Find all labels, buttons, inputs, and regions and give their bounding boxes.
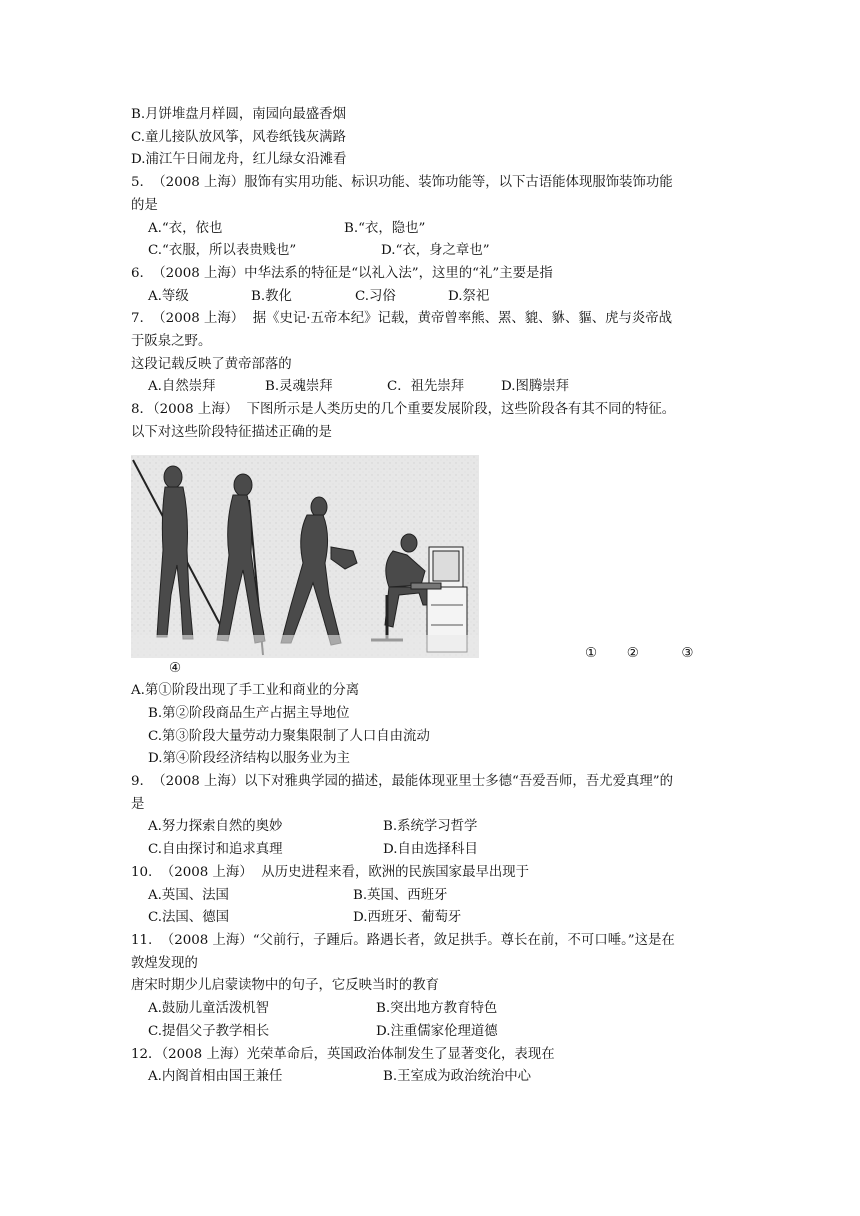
options-row <box>131 218 751 241</box>
document-page <box>131 104 751 1089</box>
option: B.王室成为政治统治中心 <box>383 1069 532 1085</box>
question-stem: 10. （2008 上海） 从历史进程来看，欧洲的民族国家最早出现于 <box>131 864 530 880</box>
options-row <box>131 1066 751 1089</box>
option: D.第④阶段经济结构以服务业为主 <box>148 751 350 767</box>
option: A.自然崇拜 <box>148 379 216 395</box>
options-row <box>131 240 751 263</box>
question-stem: 的是 <box>131 197 158 213</box>
option: A.英国、法国 <box>148 887 229 903</box>
question-stem: 12．（2008 上海）光荣革命后，英国政治体制发生了显著变化，表现在 <box>131 1046 555 1062</box>
options-row <box>131 907 751 930</box>
options-row <box>131 998 751 1021</box>
option: C.第③阶段大量劳动力聚集限制了人口自由流动 <box>148 728 430 744</box>
question-stem: 是 <box>131 796 145 812</box>
option: A.鼓励儿童活泼机智 <box>148 1001 270 1017</box>
option: B.教化 <box>251 288 292 304</box>
option: A.第①阶段出现了手工业和商业的分离 <box>131 683 360 699</box>
option: D.“衣，身之章也” <box>381 243 490 259</box>
option: B.“衣，隐也” <box>344 220 426 236</box>
option: C.法国、德国 <box>148 910 229 926</box>
option: C.习俗 <box>355 288 396 304</box>
option: B.灵魂崇拜 <box>265 379 333 395</box>
question-stem: 6. （2008 上海）中华法系的特征是“以礼入法”，这里的“礼”主要是指 <box>131 265 553 281</box>
question-stem: 8．（2008 上海） 下图所示是人类历史的几个重要发展阶段，这些阶段各有其不同的特征。 <box>131 402 676 418</box>
question-stem: 9. （2008 上海）以下对雅典学园的描述，最能体现亚里士多德“吾爱吾师，吾尤爱真理”的 <box>131 774 673 790</box>
option: A.“衣，依也 <box>148 220 223 236</box>
option-line: B.月饼堆盘月样圆，南园向最盛香烟 <box>131 107 346 122</box>
option: D.祭祀 <box>448 288 490 304</box>
options-row <box>131 885 751 908</box>
question-stem: 5. （2008 上海）服饰有实用功能、标识功能、装饰功能等，以下古语能体现服饰装饰功能 <box>131 175 673 191</box>
option: C．祖先崇拜 <box>387 379 465 395</box>
options-row <box>131 286 751 309</box>
option: A.内阁首相由国王兼任 <box>148 1069 283 1085</box>
option: D.图腾崇拜 <box>501 379 570 395</box>
option: B.突出地方教育特色 <box>376 1001 498 1017</box>
option-line: D.浦江午日闹龙舟，红儿绿女沿滩看 <box>131 152 347 168</box>
question-stem: 以下对这些阶段特征描述正确的是 <box>131 424 332 440</box>
stage-marker-4: ④ <box>169 660 182 676</box>
option: B.第②阶段商品生产占据主导地位 <box>148 705 350 721</box>
question-stem: 11. （2008 上海）“父前行，子踵后。路遇长者，敛足拱手。尊长在前，不可口唾。”这是在 <box>131 932 675 948</box>
options-row <box>131 816 751 839</box>
option: B.系统学习哲学 <box>383 819 478 835</box>
question-stem: 7. （2008 上海） 据《史记·五帝本纪》记载，黄帝曾率熊、罴、貔、貅、貙、虎与炎帝战 <box>131 311 673 327</box>
question-stem: 于阪泉之野。 <box>131 334 212 350</box>
options-row <box>131 376 751 399</box>
question-stem: 这段记载反映了黄帝部落的 <box>131 356 292 372</box>
option-line: C.童儿接队放风筝，风卷纸钱灰满路 <box>131 129 346 145</box>
option: C.提倡父子教学相长 <box>148 1023 270 1039</box>
option: C.自由探讨和追求真理 <box>148 842 283 858</box>
stage-markers: ① ② ③ <box>585 645 694 661</box>
human-evolution-image <box>131 455 479 658</box>
question-stem: 敦煌发现的 <box>131 955 198 971</box>
option: A.等级 <box>148 288 189 304</box>
option: A.努力探索自然的奥妙 <box>148 819 283 835</box>
option: D.注重儒家伦理道德 <box>376 1023 498 1039</box>
options-row <box>131 839 751 862</box>
option: D.西班牙、葡萄牙 <box>353 910 462 926</box>
option: B.英国、西班牙 <box>353 887 448 903</box>
option: C.“衣服，所以表贵贱也” <box>148 243 297 259</box>
question-stem: 唐宋时期少儿启蒙读物中的句子，它反映当时的教育 <box>131 978 439 994</box>
human-evolution-figure <box>131 455 751 661</box>
options-row <box>131 1021 751 1044</box>
option: D.自由选择科目 <box>383 842 478 858</box>
